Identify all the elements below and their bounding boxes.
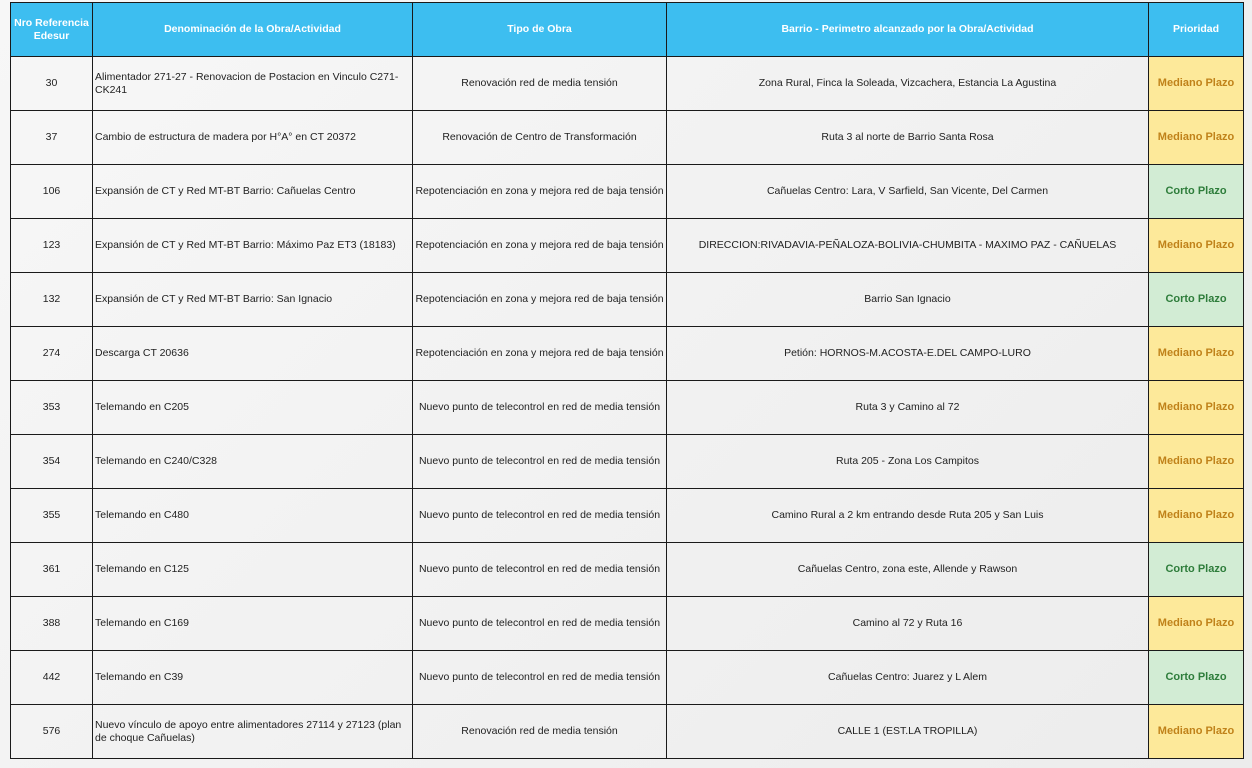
table-row (11, 111, 1244, 165)
table-row (11, 489, 1244, 543)
header-prioridad: Prioridad (1149, 3, 1244, 57)
cell-prioridad: Mediano Plazo (1149, 489, 1244, 543)
cell-ref: 123 (11, 219, 93, 273)
cell-tipo: Repotenciación en zona y mejora red de baja tensión (413, 327, 667, 381)
cell-ref: 274 (11, 327, 93, 381)
cell-denominacion: Telemando en C125 (93, 543, 413, 597)
cell-prioridad: Corto Plazo (1149, 273, 1244, 327)
cell-ref: 353 (11, 381, 93, 435)
header-row (11, 3, 1244, 57)
table-row (11, 543, 1244, 597)
cell-ref: 132 (11, 273, 93, 327)
cell-ref: 361 (11, 543, 93, 597)
table-row (11, 435, 1244, 489)
cell-barrio: Ruta 3 al norte de Barrio Santa Rosa (667, 111, 1149, 165)
table-row (11, 57, 1244, 111)
cell-ref: 355 (11, 489, 93, 543)
cell-prioridad: Mediano Plazo (1149, 219, 1244, 273)
cell-tipo: Nuevo punto de telecontrol en red de media tensión (413, 597, 667, 651)
cell-ref: 576 (11, 705, 93, 759)
cell-prioridad: Mediano Plazo (1149, 57, 1244, 111)
cell-prioridad: Mediano Plazo (1149, 381, 1244, 435)
cell-denominacion: Alimentador 271-27 - Renovacion de Postacion en Vinculo C271-CK241 (93, 57, 413, 111)
cell-prioridad: Corto Plazo (1149, 651, 1244, 705)
cell-denominacion: Nuevo vínculo de apoyo entre alimentadores 27114 y 27123 (plan de choque Cañuelas) (93, 705, 413, 759)
cell-denominacion: Telemando en C240/C328 (93, 435, 413, 489)
cell-prioridad: Mediano Plazo (1149, 435, 1244, 489)
cell-barrio: Zona Rural, Finca la Soleada, Vizcachera, Estancia La Agustina (667, 57, 1149, 111)
cell-barrio: Cañuelas Centro, zona este, Allende y Rawson (667, 543, 1149, 597)
cell-barrio: Ruta 3 y Camino al 72 (667, 381, 1149, 435)
cell-denominacion: Telemando en C39 (93, 651, 413, 705)
cell-prioridad: Corto Plazo (1149, 543, 1244, 597)
cell-denominacion: Expansión de CT y Red MT-BT Barrio: Cañuelas Centro (93, 165, 413, 219)
header-barrio: Barrio - Perimetro alcanzado por la Obra/Actividad (667, 3, 1149, 57)
cell-barrio: Cañuelas Centro: Lara, V Sarfield, San Vicente, Del Carmen (667, 165, 1149, 219)
cell-tipo: Repotenciación en zona y mejora red de baja tensión (413, 165, 667, 219)
cell-barrio: DIRECCION:RIVADAVIA-PEÑALOZA-BOLIVIA-CHUMBITA - MAXIMO PAZ - CAÑUELAS (667, 219, 1149, 273)
table-header (11, 3, 1244, 57)
cell-tipo: Nuevo punto de telecontrol en red de media tensión (413, 489, 667, 543)
cell-ref: 106 (11, 165, 93, 219)
cell-barrio: Petión: HORNOS-M.ACOSTA-E.DEL CAMPO-LURO (667, 327, 1149, 381)
table-row (11, 705, 1244, 759)
table-row (11, 651, 1244, 705)
cell-tipo: Renovación red de media tensión (413, 705, 667, 759)
cell-prioridad: Mediano Plazo (1149, 597, 1244, 651)
cell-prioridad: Corto Plazo (1149, 165, 1244, 219)
cell-ref: 354 (11, 435, 93, 489)
cell-prioridad: Mediano Plazo (1149, 327, 1244, 381)
table-row (11, 597, 1244, 651)
cell-barrio: Barrio San Ignacio (667, 273, 1149, 327)
cell-tipo: Renovación red de media tensión (413, 57, 667, 111)
table-row (11, 219, 1244, 273)
cell-denominacion: Telemando en C169 (93, 597, 413, 651)
header-ref: Nro Referencia Edesur (11, 3, 93, 57)
cell-denominacion: Descarga CT 20636 (93, 327, 413, 381)
cell-barrio: CALLE 1 (EST.LA TROPILLA) (667, 705, 1149, 759)
cell-barrio: Ruta 205 - Zona Los Campitos (667, 435, 1149, 489)
cell-tipo: Nuevo punto de telecontrol en red de media tensión (413, 435, 667, 489)
table-row (11, 381, 1244, 435)
cell-prioridad: Mediano Plazo (1149, 111, 1244, 165)
cell-tipo: Nuevo punto de telecontrol en red de media tensión (413, 543, 667, 597)
obras-table (10, 2, 1244, 759)
cell-tipo: Repotenciación en zona y mejora red de baja tensión (413, 219, 667, 273)
table-row (11, 327, 1244, 381)
cell-ref: 388 (11, 597, 93, 651)
header-denominacion: Denominación de la Obra/Actividad (93, 3, 413, 57)
cell-denominacion: Expansión de CT y Red MT-BT Barrio: San Ignacio (93, 273, 413, 327)
cell-barrio: Cañuelas Centro: Juarez y L Alem (667, 651, 1149, 705)
cell-denominacion: Telemando en C205 (93, 381, 413, 435)
cell-tipo: Renovación de Centro de Transformación (413, 111, 667, 165)
table-body (11, 57, 1244, 759)
cell-prioridad: Mediano Plazo (1149, 705, 1244, 759)
cell-ref: 442 (11, 651, 93, 705)
cell-tipo: Repotenciación en zona y mejora red de baja tensión (413, 273, 667, 327)
cell-barrio: Camino Rural a 2 km entrando desde Ruta 205 y San Luis (667, 489, 1149, 543)
cell-denominacion: Expansión de CT y Red MT-BT Barrio: Máximo Paz ET3 (18183) (93, 219, 413, 273)
header-tipo: Tipo de Obra (413, 3, 667, 57)
cell-ref: 37 (11, 111, 93, 165)
cell-barrio: Camino al 72 y Ruta 16 (667, 597, 1149, 651)
cell-tipo: Nuevo punto de telecontrol en red de media tensión (413, 381, 667, 435)
table-row (11, 165, 1244, 219)
cell-ref: 30 (11, 57, 93, 111)
cell-denominacion: Telemando en C480 (93, 489, 413, 543)
cell-tipo: Nuevo punto de telecontrol en red de media tensión (413, 651, 667, 705)
table-row (11, 273, 1244, 327)
cell-denominacion: Cambio de estructura de madera por H°A° en CT 20372 (93, 111, 413, 165)
